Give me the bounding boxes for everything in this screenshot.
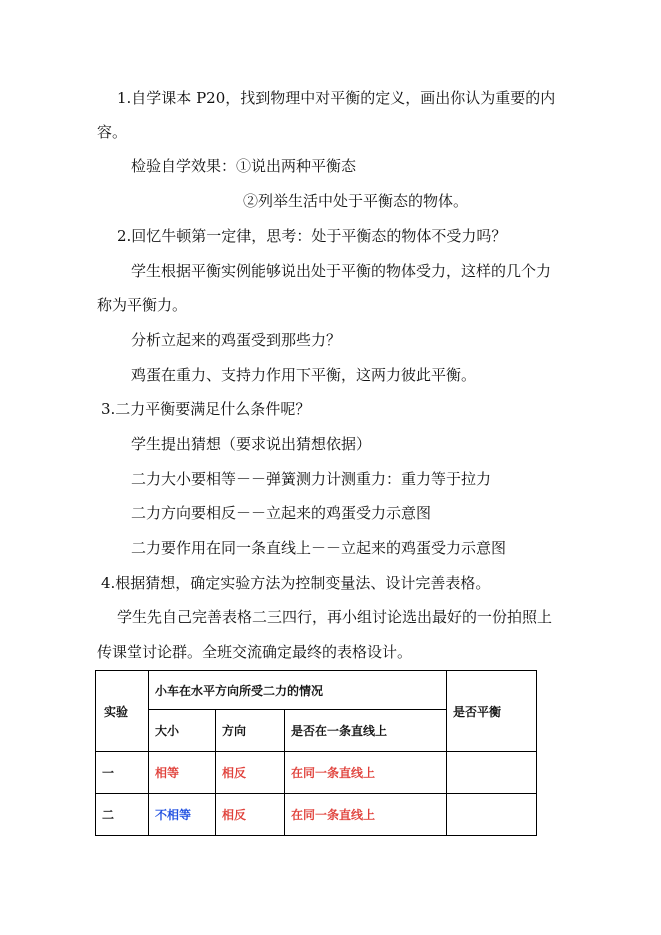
paragraph-2: 2.回忆牛顿第一定律，思考：处于平衡态的物体不受力吗？ (117, 227, 507, 245)
paragraph-guess: 学生提出猜想（要求说出猜想依据） (131, 435, 372, 453)
cell-size: 相等 (149, 752, 216, 794)
experiment-table (95, 670, 537, 836)
cell-line: 在同一条直线上 (285, 794, 447, 836)
paragraph-check: 检验自学效果：①说出两种平衡态 (131, 157, 357, 175)
cell-direction: 相反 (216, 794, 285, 836)
cell-experiment: 二 (96, 794, 149, 836)
subheader-line: 是否在一条直线上 (285, 710, 447, 752)
cell-balance (447, 794, 537, 836)
table-header-row (96, 671, 537, 710)
table-row (96, 752, 537, 794)
header-experiment: 实验 (96, 671, 149, 752)
cell-line: 在同一条直线上 (285, 752, 447, 794)
paragraph-same-line: 二力要作用在同一条直线上－－立起来的鸡蛋受力示意图 (131, 539, 507, 557)
paragraph-students-table: 学生先自己完善表格二三四行，再小组讨论选出最好的一份拍照上 (117, 608, 553, 626)
cell-size: 不相等 (149, 794, 216, 836)
paragraph-3: 3.二力平衡要满足什么条件呢？ (101, 400, 311, 418)
paragraph-1: 1.自学课本 P20，找到物理中对平衡的定义，画出你认为重要的内 (117, 89, 556, 107)
paragraph-4: 4.根据猜想，确定实验方法为控制变量法、设计完善表格。 (101, 574, 491, 592)
paragraph-size: 二力大小要相等－－弹簧测力计测重力：重力等于拉力 (131, 470, 492, 488)
paragraph-check-2: ②列举生活中处于平衡态的物体。 (243, 192, 469, 210)
table-row (96, 794, 537, 836)
paragraph-analyze: 分析立起来的鸡蛋受到那些力？ (131, 331, 342, 349)
paragraph-students: 学生根据平衡实例能够说出处于平衡的物体受力，这样的几个力 (131, 262, 552, 280)
paragraph-students-table-cont: 传课堂讨论群。全班交流确定最终的表格设计。 (97, 643, 413, 661)
header-balance: 是否平衡 (447, 671, 537, 752)
subheader-direction: 方向 (216, 710, 285, 752)
cell-experiment: 一 (96, 752, 149, 794)
paragraph-egg: 鸡蛋在重力、支持力作用下平衡，这两力彼此平衡。 (131, 366, 477, 384)
subheader-size: 大小 (149, 710, 216, 752)
paragraph-students-cont: 称为平衡力。 (97, 296, 188, 314)
paragraph-1-cont: 容。 (97, 123, 128, 141)
cell-direction: 相反 (216, 752, 285, 794)
paragraph-direction: 二力方向要相反－－立起来的鸡蛋受力示意图 (131, 504, 432, 522)
cell-balance (447, 752, 537, 794)
header-force-group: 小车在水平方向所受二力的情况 (149, 671, 447, 710)
